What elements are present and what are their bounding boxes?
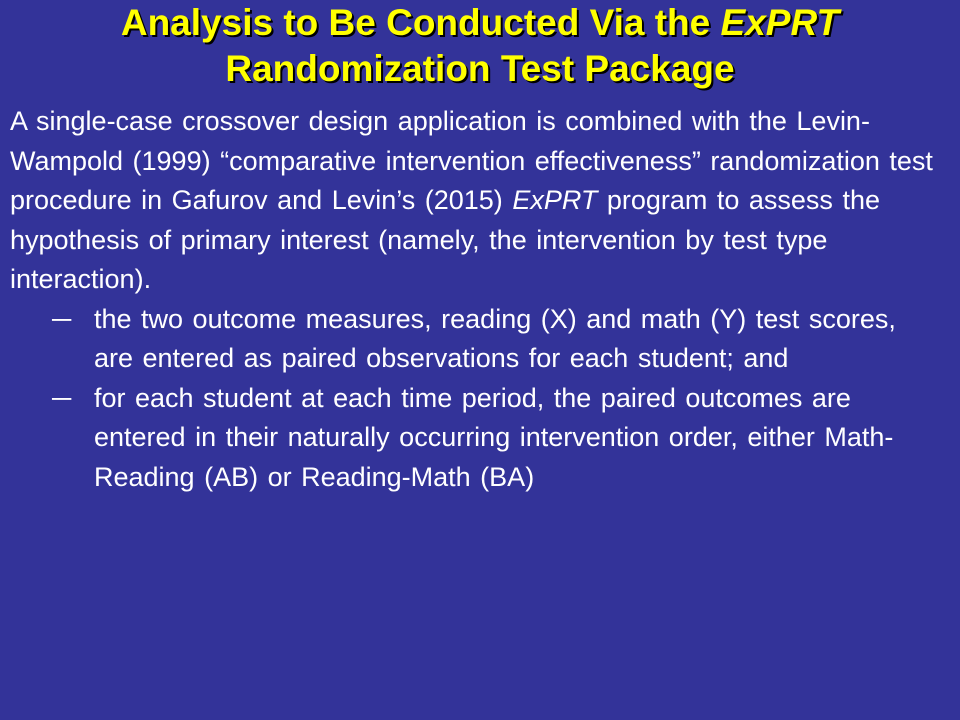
intro-paragraph-text-2: program to assess the hypothesis of primary interest (namely, the intervention by test type interaction). [10,185,880,294]
slide-body [10,102,940,497]
dash-marker: ─ [52,382,72,413]
intro-paragraph-text-1: A single-case crossover design application is combined with the Levin-Wampold (1999) “comparative intervention effectiveness” randomization test procedure in Gafurov and Levin’s (2015) [10,106,933,215]
bullet-item-2-text: for each student at each time period, the paired outcomes are entered in their naturally occurring intervention order, either Math-Reading (AB) or Reading-Math (BA) [94,382,894,492]
bullet-item-1-text: the two outcome measures, reading (X) and math (Y) test scores, are entered as paired observations for each student; and [94,303,896,373]
title-line-2: Randomization Test Package [225,48,735,89]
slide-title [0,0,960,92]
bullet-item-2 [10,379,940,498]
intro-paragraph [10,102,940,300]
dash-marker: ─ [52,303,72,334]
title-line-1-text: Analysis to Be Conducted Via the [120,2,721,43]
intro-paragraph-exprt-italic: ExPRT [512,185,598,215]
bullet-item-1 [10,300,940,379]
title-line-1 [0,0,960,46]
title-exprt-italic: ExPRT [720,2,840,43]
